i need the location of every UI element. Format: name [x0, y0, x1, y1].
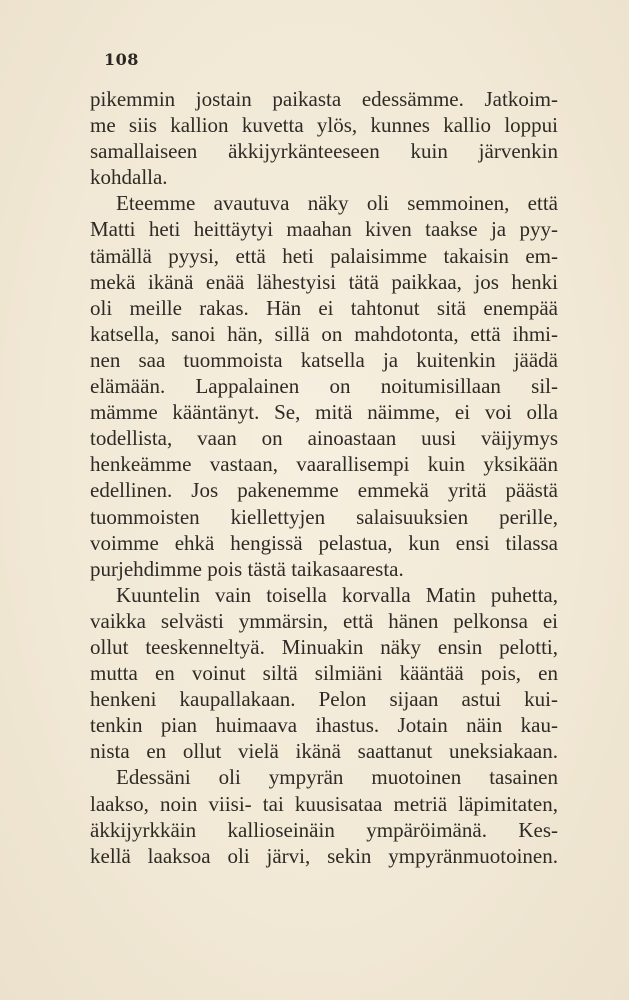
text-line: elämään. Lappalainen on noitumisillaan sil- — [90, 374, 558, 399]
text-line: tenkin pian huimaava ihastus. Jotain näin kau- — [90, 713, 558, 738]
text-line: Kuuntelin vain toisella korvalla Matin puhetta, — [116, 582, 558, 607]
paragraph-3 — [90, 582, 558, 765]
text-line: mekä ikänä enää lähestyisi tätä paikkaa, jos henki — [90, 269, 558, 294]
text-line: tuommoisten kiellettyjen salaisuuksien perille, — [90, 504, 558, 529]
paragraph-4 — [90, 764, 558, 868]
text-line: purjehdimme pois tästä taikasaaresta. — [90, 556, 404, 581]
text-line: voimme ehkä hengissä pelastua, kun ensi tilassa — [90, 530, 558, 555]
text-line: Edessäni oli ympyrän muotoinen tasainen — [116, 765, 558, 790]
text-line: oli meille rakas. Hän ei tahtonut sitä enempää — [90, 295, 558, 320]
text-line: pikemmin jostain paikasta edessämme. Jatkoim- — [90, 87, 558, 111]
text-line: vaikka selvästi ymmärsin, että hänen pelkonsa ei — [90, 608, 558, 633]
text-line: nista en ollut vielä ikänä saattanut uneksiakaan. — [90, 739, 558, 764]
text-line: me siis kallion kuvetta ylös, kunnes kallio loppui — [90, 113, 558, 138]
text-line: laakso, noin viisi- tai kuusisataa metriä läpimitaten, — [90, 791, 558, 816]
page-number: 108 — [104, 50, 139, 69]
paragraph-1 — [90, 86, 558, 190]
text-line: äkkijyrkkäin kallioseinäin ympäröimänä. Kes- — [90, 817, 558, 842]
text-line: tämällä pyysi, että heti palaisimme takaisin em- — [90, 243, 558, 268]
body-text — [90, 86, 558, 869]
text-line: samallaiseen äkkijyrkänteeseen kuin järvenkin — [90, 139, 558, 164]
paragraph-2 — [90, 190, 558, 581]
text-line: mutta en voinut siltä silmiäni kääntää pois, en — [90, 661, 558, 686]
text-line: mämme kääntänyt. Se, mitä näimme, ei voi olla — [90, 400, 558, 425]
text-line: Eteemme avautuva näky oli semmoinen, että — [116, 191, 558, 216]
text-line: henkeämme vastaan, vaarallisempi kuin yksikään — [90, 452, 558, 477]
text-line: kellä laaksoa oli järvi, sekin ympyränmuotoinen. — [90, 843, 558, 868]
text-line: nen saa tuommoista katsella ja kuitenkin jäädä — [90, 347, 558, 372]
text-line: ollut teeskenneltyä. Minuakin näky ensin pelotti, — [90, 634, 558, 659]
text-line: Matti heti heittäytyi maahan kiven taakse ja pyy- — [90, 217, 558, 242]
text-line: todellista, vaan on ainoastaan uusi väijymys — [90, 426, 558, 451]
text-line: katsella, sanoi hän, sillä on mahdotonta, että ihmi- — [90, 321, 558, 346]
text-line: kohdalla. — [90, 165, 168, 190]
text-line: edellinen. Jos pakenemme emmekä yritä päästä — [90, 478, 558, 503]
text-line: henkeni kaupallakaan. Pelon sijaan astui kui- — [90, 687, 558, 712]
